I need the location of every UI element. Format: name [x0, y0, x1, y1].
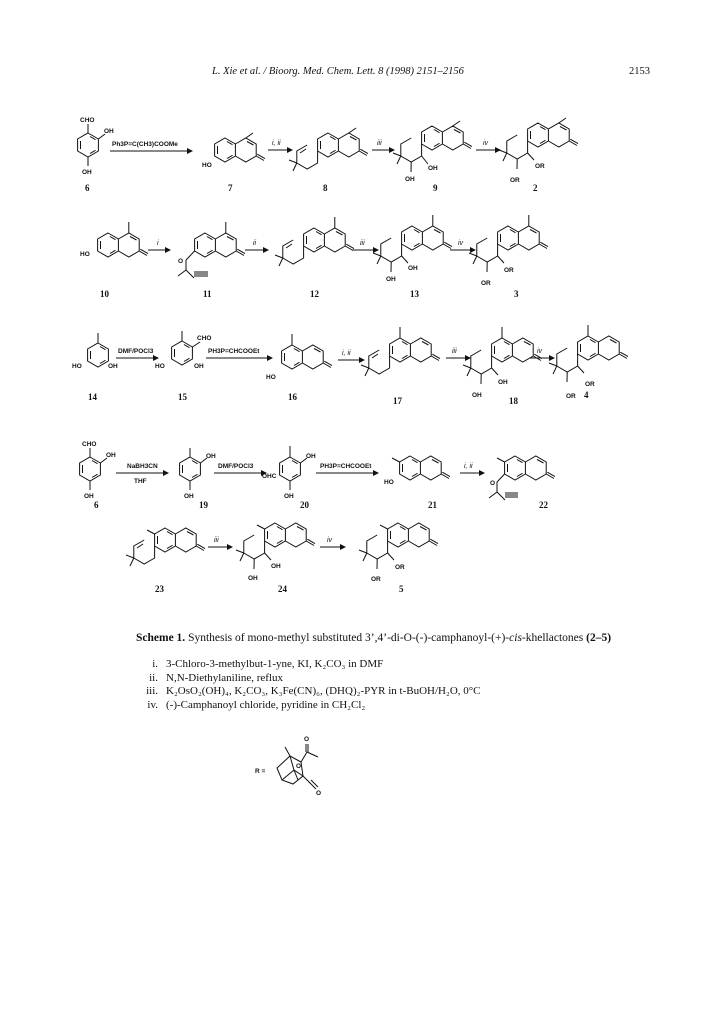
scheme-caption [136, 632, 611, 644]
compound-7 [202, 133, 265, 193]
label-oh: OH [306, 453, 316, 460]
compound-number: 2 [533, 183, 538, 193]
compound-number: 21 [428, 500, 437, 510]
label-oh: OH [108, 363, 118, 370]
reagent-wittig-2: PH3P=CHCOOEt [208, 348, 260, 355]
caption-italic: cis [509, 632, 522, 644]
compound-21 [384, 456, 450, 510]
label-r-equals: R = [255, 768, 266, 775]
reagent-wittig-1: Ph3P=C(CH3)COOMe [112, 141, 178, 148]
camphanoyl-r-group [255, 736, 321, 797]
compound-8 [289, 128, 368, 193]
caption-text-end: -khellactones [521, 632, 584, 644]
condition-number: ii. [149, 671, 158, 684]
compound-number: 4 [584, 390, 589, 400]
compound-6-top [78, 117, 114, 193]
label-or: OR [566, 393, 576, 400]
condition-number: iv. [147, 698, 158, 711]
compound-10 [80, 222, 148, 299]
compound-4 [549, 325, 628, 400]
compound-5 [359, 523, 438, 594]
compound-number: 15 [178, 392, 187, 402]
label-oh: OH [472, 392, 482, 399]
reagent-vilsmeier: DMF/POCl3 [118, 348, 154, 355]
compound-number: 5 [399, 584, 404, 594]
running-header-citation: L. Xie et al. / Bioorg. Med. Chem. Lett. 8 (1998) 2151–2156 [212, 66, 464, 77]
compound-number: 10 [100, 289, 109, 299]
step-label: iv [458, 240, 464, 247]
label-o: O [490, 480, 496, 487]
label-or: OR [481, 280, 491, 287]
label-oh: OH [82, 169, 92, 176]
label-or: OR [585, 381, 595, 388]
reagent-solvent: THF [134, 478, 147, 485]
compound-15 [155, 331, 211, 402]
label-ho: HO [202, 162, 212, 169]
label-oh: OH [104, 128, 114, 135]
caption-text: Synthesis of mono-methyl substituted 3’,4’-di-O-(-)-camphanoyl-(+)- [188, 632, 510, 644]
label-ho: HO [266, 374, 276, 381]
compound-13 [373, 215, 452, 299]
compound-24 [236, 523, 315, 594]
label-o: O [296, 763, 302, 770]
compound-23 [126, 528, 205, 594]
compound-22 [489, 456, 555, 510]
label-ho: HO [155, 363, 165, 370]
compound-number: 24 [278, 584, 287, 594]
compound-number: 8 [323, 183, 328, 193]
condition-item [138, 658, 481, 672]
compound-number: 7 [228, 183, 233, 193]
condition-item [138, 672, 481, 686]
label-ho: HO [384, 479, 394, 486]
label-ohc: OHC [262, 473, 277, 480]
step-label: iv [327, 537, 333, 544]
label-oh: OH [405, 176, 415, 183]
step-label: ii [253, 240, 257, 247]
reagent-reduction: NaBH3CN [127, 463, 158, 470]
compound-17 [361, 327, 440, 406]
label-oh: OH [271, 563, 281, 570]
compound-number: 6 [85, 183, 90, 193]
label-o: O [304, 736, 310, 743]
condition-text: 3-Chloro-3-methylbut-1-yne, KI, K₂CO₃ in DMF [166, 658, 384, 670]
condition-item [138, 685, 481, 699]
compound-6-bottom [80, 441, 116, 510]
label-o: O [316, 790, 322, 797]
label-oh: OH [106, 452, 116, 459]
compound-number: 22 [539, 500, 548, 510]
label-ho: HO [72, 363, 82, 370]
step-label: iv [537, 348, 543, 355]
reagent-vilsmeier-2: DMF/POCl3 [218, 463, 254, 470]
label-or: OR [504, 267, 514, 274]
label-or: OR [395, 564, 405, 571]
step-label: iii [452, 348, 457, 355]
compound-number: 11 [203, 289, 212, 299]
compound-16 [266, 334, 332, 402]
label-or: OR [510, 177, 520, 184]
compound-18 [463, 327, 542, 406]
step-label: i [157, 240, 159, 247]
compound-3 [469, 215, 548, 299]
compound-number: 20 [300, 500, 309, 510]
compound-number: 13 [410, 289, 419, 299]
step-label: iii [360, 240, 365, 247]
condition-number: i. [152, 658, 158, 670]
compound-11 [178, 222, 245, 299]
label-or: OR [371, 576, 381, 583]
label-oh: OH [184, 493, 194, 500]
label-cho: CHO [80, 117, 95, 124]
reaction-conditions [138, 658, 481, 712]
label-oh: OH [284, 493, 294, 500]
condition-text: N,N-Diethylaniline, reflux [166, 671, 283, 684]
label-or: OR [535, 163, 545, 170]
label-oh: OH [386, 276, 396, 283]
step-label: i, ii [272, 140, 281, 147]
label-o: O [178, 258, 184, 265]
caption-compounds: (2–5) [586, 632, 612, 644]
label-oh: OH [194, 363, 204, 370]
compound-number: 14 [88, 392, 97, 402]
caption-label: Scheme 1. [136, 632, 186, 644]
label-oh: OH [428, 165, 438, 172]
compound-14 [72, 333, 118, 402]
condition-text: K₂OsO₂(OH)₄, K₂CO₃, K₃Fe(CN)₆, (DHQ)₂-PYR in t-BuOH/H₂O, 0°C [166, 685, 481, 697]
condition-text: (-)-Camphanoyl chloride, pyridine in CH₂Cl₂ [166, 698, 366, 711]
compound-number: 9 [433, 183, 438, 193]
compound-number: 17 [393, 396, 402, 406]
compound-number: 16 [288, 392, 297, 402]
step-label: iii [214, 537, 219, 544]
condition-item [138, 699, 481, 713]
label-oh: OH [248, 575, 258, 582]
compound-12 [275, 217, 354, 299]
step-label: iii [377, 140, 382, 147]
compound-20 [262, 446, 316, 510]
compound-number: 19 [199, 500, 208, 510]
reagent-wittig-3: PH3P=CHCOOEt [320, 463, 372, 470]
label-ho: HO [80, 251, 90, 258]
condition-number: iii. [146, 685, 158, 697]
compound-2 [499, 118, 578, 193]
step-label: iv [483, 140, 489, 147]
step-label: i, ii [342, 350, 351, 357]
page-number: 2153 [629, 66, 650, 77]
label-oh: OH [84, 493, 94, 500]
compound-number: 18 [509, 396, 518, 406]
label-cho: CHO [197, 335, 212, 342]
compound-19 [180, 448, 216, 510]
label-oh: OH [408, 265, 418, 272]
label-cho: CHO [82, 441, 97, 448]
compound-number: 23 [155, 584, 164, 594]
label-oh: OH [206, 453, 216, 460]
compound-number: 12 [310, 289, 319, 299]
compound-9 [393, 121, 472, 193]
compound-number: 6 [94, 500, 99, 510]
step-label: i, ii [464, 463, 473, 470]
compound-number: 3 [514, 289, 519, 299]
label-oh: OH [498, 379, 508, 386]
